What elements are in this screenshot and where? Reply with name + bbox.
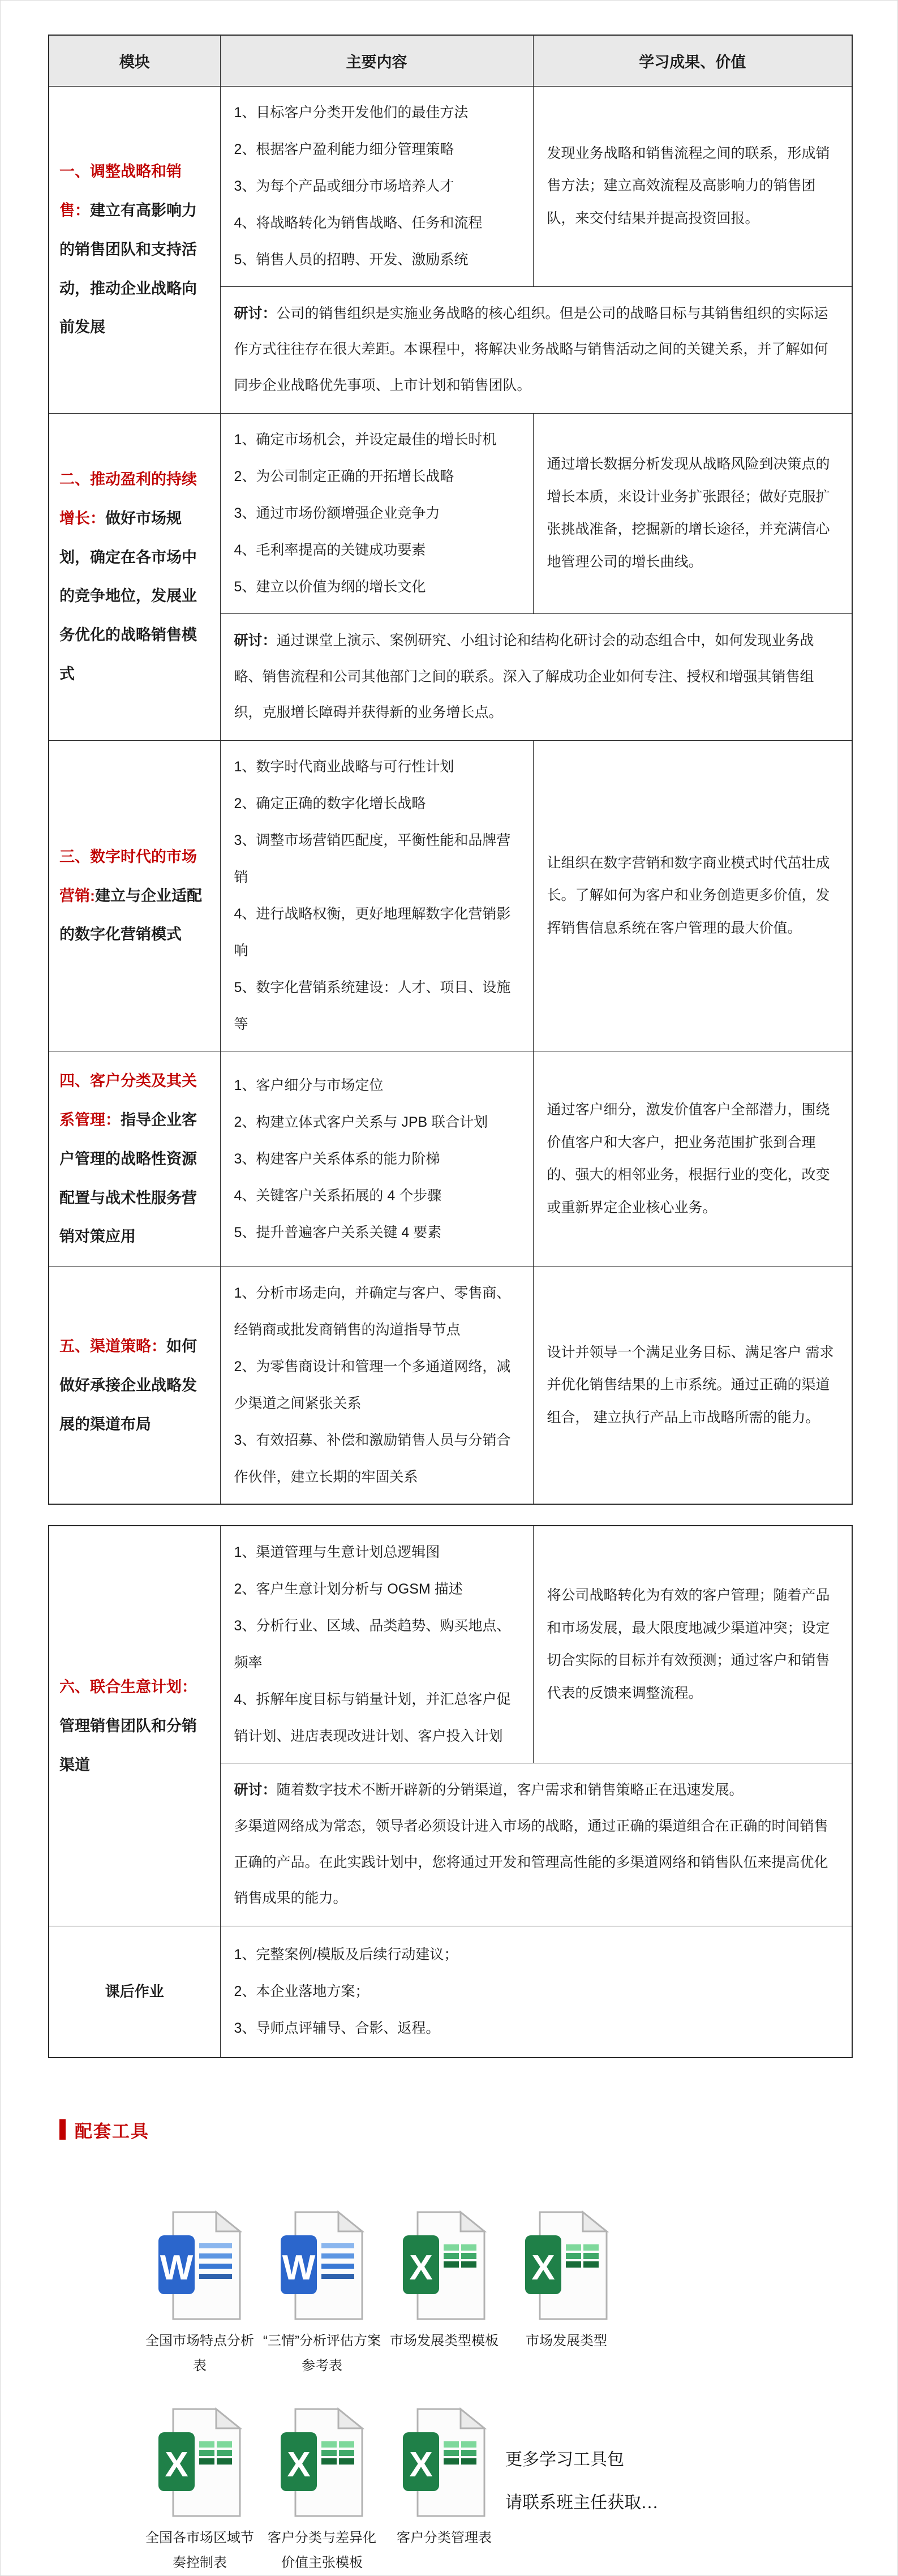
module-2-seminar-cell bbox=[220, 613, 852, 740]
content-item: 2、构建立体式客户关系与 JPB 联合计划 bbox=[234, 1114, 488, 1130]
module-3-content-cell bbox=[220, 741, 533, 1051]
module-1-outcome-cell: 发现业务战略和销售流程之间的联系，形成销售方法；建立高效流程及高影响力的销售团队，来交付结果并提高投资回报。 bbox=[533, 86, 852, 286]
word-file-icon bbox=[157, 2210, 242, 2321]
module-5-row bbox=[49, 1267, 852, 1505]
header-main-content: 主要内容 bbox=[220, 35, 533, 86]
module-4-title-cell bbox=[49, 1051, 220, 1267]
module-5-outcome-cell: 设计并领导一个满足业务目标、满足客户 需求并优化销售结果的上市系统。通过正确的渠道组合， 建立执行产品上市战略所需的能力。 bbox=[533, 1267, 852, 1505]
module-6-title-red: 六、联合生意计划： bbox=[59, 1678, 197, 1695]
content-item: 3、为每个产品或细分市场培养人才 bbox=[234, 178, 454, 194]
svg-text:W: W bbox=[282, 2248, 316, 2287]
excel-file-icon bbox=[157, 2407, 242, 2518]
tools-section-title bbox=[59, 2117, 897, 2143]
content-item: 5、提升普遍客户关系关键 4 要素 bbox=[234, 1224, 442, 1240]
module-2-content-cell bbox=[220, 413, 533, 613]
homework-item: 3、导师点评辅导、合影、返程。 bbox=[234, 2020, 440, 2036]
content-item: 5、建立以价值为纲的增长文化 bbox=[234, 578, 426, 595]
word-file-icon bbox=[280, 2210, 364, 2321]
file-label: 市场发展类型模板 bbox=[390, 2333, 499, 2349]
file-label: “三情”分析评估方案参考表 bbox=[263, 2333, 381, 2374]
module-1-row bbox=[49, 86, 852, 286]
excel-file-icon bbox=[402, 2407, 487, 2518]
file-label: 客户分类与差异化价值主张模板 bbox=[268, 2530, 376, 2570]
seminar-text: 公司的销售组织是实施业务战略的核心组织。但是公司的战略目标与其销售组织的实际运作方式往往存在很大差距。本课程中，将解决业务战略与销售活动之间的关键关系，并了解如何同步企业战略优先事项、上市计划和销售团队。 bbox=[234, 305, 828, 393]
content-item: 4、将战略转化为销售战略、任务和流程 bbox=[234, 214, 483, 231]
content-item: 3、分析行业、区域、品类趋势、购买地点、频率 bbox=[234, 1618, 511, 1671]
svg-text:X: X bbox=[409, 2248, 433, 2287]
file-excel[interactable] bbox=[139, 2407, 261, 2576]
module-6-outcome-cell: 将公司战略转化为有效的客户管理；随着产品和市场发展，最大限度地减少渠道冲突；设定切合实际的目标并有效预测；通过客户和销售代表的反馈来调整流程。 bbox=[533, 1526, 852, 1763]
module-2-row bbox=[49, 413, 852, 613]
module-1-title-red: 一、调整战略和销售： bbox=[59, 163, 182, 219]
tools-grid bbox=[139, 2210, 897, 2576]
content-item: 2、为公司制定正确的开拓增长战略 bbox=[234, 468, 454, 484]
table-header-row bbox=[49, 35, 852, 86]
seminar-label: 研讨： bbox=[234, 632, 277, 649]
module-2-title-red: 二、推动盈利的持续增长： bbox=[59, 470, 197, 527]
homework-item: 2、本企业落地方案； bbox=[234, 1983, 369, 1999]
content-item: 2、确定正确的数字化增长战略 bbox=[234, 796, 426, 812]
module-3-outcome-cell: 让组织在数字营销和数字商业模式时代茁壮成长。了解如何为客户和业务创造更多价值，发挥销售信息系统在客户管理的最大价值。 bbox=[533, 741, 852, 1051]
module-6-seminar-cell bbox=[220, 1763, 852, 1926]
file-label: 全国各市场区域节奏控制表 bbox=[145, 2530, 254, 2570]
module-5-title-cell bbox=[49, 1267, 220, 1505]
content-item: 1、确定市场机会，并设定最佳的增长时机 bbox=[234, 431, 497, 448]
svg-text:X: X bbox=[531, 2248, 555, 2287]
seminar-text: 通过课堂上演示、案例研究、小组讨论和结构化研讨会的动态组合中，如何发现业务战略、销售流程和公司其他部门之间的联系。深入了解成功企业如何专注、授权和增强其销售组织，克服增长障碍并获得新的业务增长点。 bbox=[234, 632, 814, 721]
content-item: 4、拆解年度目标与销量计划，并汇总客户促销计划、进店表现改进计划、客户投入计划 bbox=[234, 1691, 511, 1745]
module-3-title-red: 三、数字时代的市场营销: bbox=[59, 848, 197, 904]
excel-file-icon bbox=[280, 2407, 364, 2518]
content-item: 1、客户细分与市场定位 bbox=[234, 1077, 384, 1093]
module-6-content-cell bbox=[220, 1526, 533, 1763]
content-item: 1、分析市场走向，并确定与客户、零售商、经销商或批发商销售的沟道指导节点 bbox=[234, 1285, 511, 1338]
content-item: 5、销售人员的招聘、开发、激励系统 bbox=[234, 251, 469, 268]
file-word[interactable] bbox=[139, 2210, 261, 2379]
file-excel[interactable] bbox=[261, 2407, 383, 2576]
svg-text:X: X bbox=[409, 2445, 433, 2484]
red-bar-icon bbox=[59, 2119, 66, 2140]
tools-title-text: 配套工具 bbox=[75, 2121, 149, 2141]
module-1-title-cell bbox=[49, 86, 220, 413]
content-item: 3、通过市场份额增强企业竞争力 bbox=[234, 505, 440, 521]
module-1-seminar-cell bbox=[220, 286, 852, 413]
module-3-title-cell bbox=[49, 741, 220, 1051]
content-item: 2、为零售商设计和管理一个多通道网络，减少渠道之间紧张关系 bbox=[234, 1359, 511, 1412]
module-5-title-red: 五、渠道策略： bbox=[59, 1337, 166, 1355]
header-learning-outcome: 学习成果、价值 bbox=[533, 35, 852, 86]
seminar-label: 研讨： bbox=[234, 1782, 277, 1798]
header-module: 模块 bbox=[49, 35, 220, 86]
svg-text:W: W bbox=[160, 2248, 194, 2287]
curriculum-table-1 bbox=[48, 35, 853, 1505]
file-label: 客户分类管理表 bbox=[397, 2530, 492, 2545]
svg-text:X: X bbox=[287, 2445, 311, 2484]
curriculum-table-2 bbox=[48, 1525, 853, 2058]
file-label: 全国市场特点分析表 bbox=[145, 2333, 254, 2374]
file-label: 市场发展类型 bbox=[526, 2333, 607, 2349]
content-item: 2、客户生意计划分析与 OGSM 描述 bbox=[234, 1581, 463, 1598]
module-6-title-cell bbox=[49, 1526, 220, 1926]
file-excel[interactable] bbox=[505, 2210, 628, 2379]
more-tools-note bbox=[505, 2407, 658, 2576]
file-icon bbox=[524, 2210, 609, 2321]
file-icon bbox=[402, 2407, 487, 2518]
module-3-title-black: 建立与企业适配的数字化营销模式 bbox=[59, 887, 202, 943]
homework-content-cell bbox=[220, 1926, 852, 2058]
content-item: 3、构建客户关系体系的能力阶梯 bbox=[234, 1150, 440, 1167]
file-icon bbox=[402, 2210, 487, 2321]
module-2-title-cell bbox=[49, 413, 220, 740]
content-item: 1、数字时代商业战略与可行性计划 bbox=[234, 759, 454, 775]
file-icon bbox=[157, 2210, 242, 2321]
file-excel[interactable] bbox=[383, 2210, 505, 2379]
module-3-row bbox=[49, 741, 852, 1051]
module-5-title-black: 如何做好承接企业战略发展的渠道布局 bbox=[59, 1337, 197, 1433]
module-4-outcome-cell: 通过客户细分，激发价值客户全部潜力，围绕价值客户和大客户，把业务范围扩张到合理的、强大的相邻业务，根据行业的变化，改变或重新界定企业核心业务。 bbox=[533, 1051, 852, 1267]
module-6-row bbox=[49, 1526, 852, 1763]
module-1-content-cell bbox=[220, 86, 533, 286]
file-icon bbox=[280, 2210, 364, 2321]
content-item: 4、进行战略权衡，更好地理解数字化营销影响 bbox=[234, 906, 511, 959]
file-word[interactable] bbox=[261, 2210, 383, 2379]
seminar-label: 研讨： bbox=[234, 305, 277, 321]
module-4-title-black: 指导企业客户管理的战略性资源配置与战术性服务营销对策应用 bbox=[59, 1111, 197, 1246]
seminar-text: 随着数字技术不断开辟新的分销渠道，客户需求和销售策略正在迅速发展。 bbox=[276, 1782, 744, 1798]
more-tools-line: 更多学习工具包 bbox=[505, 2450, 624, 2469]
content-item: 2、根据客户盈利能力细分管理策略 bbox=[234, 141, 454, 157]
seminar-paragraph: 多渠道网络成为常态，领导者必须设计进入市场的战略，通过正确的渠道组合在正确的时间销售正确的产品。在此实践计划中，您将通过开发和管理高性能的多渠道网络和销售队伍来提高优化销售成果的能力。 bbox=[234, 1818, 828, 1907]
module-1-title-black: 建立有高影响力的销售团队和支持活动，推动企业战略向前发展 bbox=[59, 201, 197, 336]
content-item: 4、毛利率提高的关键成功要素 bbox=[234, 542, 426, 558]
svg-text:X: X bbox=[165, 2445, 188, 2484]
file-excel[interactable] bbox=[383, 2407, 505, 2576]
module-4-title-red: 四、客户分类及其关系管理： bbox=[59, 1072, 197, 1128]
module-2-title-black: 做好市场规划，确定在各市场中的竞争地位，发展业务优化的战略销售模式 bbox=[59, 509, 197, 683]
module-4-row bbox=[49, 1051, 852, 1267]
content-item: 5、数字化营销系统建设：人才、项目、设施等 bbox=[234, 980, 511, 1032]
content-item: 3、有效招募、补偿和激励销售人员与分销合作伙伴，建立长期的牢固关系 bbox=[234, 1432, 511, 1486]
content-item: 1、渠道管理与生意计划总逻辑图 bbox=[234, 1544, 440, 1561]
module-6-title-black: 管理销售团队和分销渠道 bbox=[59, 1717, 197, 1774]
tools-section bbox=[59, 2117, 897, 2576]
module-5-content-cell bbox=[220, 1267, 533, 1505]
file-icon bbox=[280, 2407, 364, 2518]
excel-file-icon bbox=[524, 2210, 609, 2321]
more-tools-line: 请联系班主任获取… bbox=[505, 2493, 658, 2512]
content-item: 1、目标客户分类开发他们的最佳方法 bbox=[234, 104, 469, 121]
excel-file-icon bbox=[402, 2210, 487, 2321]
content-item: 4、关键客户关系拓展的 4 个步骤 bbox=[234, 1187, 442, 1204]
seminar-paragraph bbox=[234, 1772, 839, 1809]
homework-row bbox=[49, 1926, 852, 2058]
module-2-outcome-cell: 通过增长数据分析发现从战略风险到决策点的增长本质，来设计业务扩张跟径；做好克服扩张挑战准备，挖掘新的增长途径，并充满信心地管理公司的增长曲线。 bbox=[533, 413, 852, 613]
module-4-content-cell bbox=[220, 1051, 533, 1267]
homework-label-cell: 课后作业 bbox=[49, 1926, 220, 2058]
content-item: 3、调整市场营销匹配度，平衡性能和品牌营销 bbox=[234, 832, 511, 885]
file-icon bbox=[157, 2407, 242, 2518]
homework-item: 1、完整案例/模版及后续行动建议； bbox=[234, 1946, 458, 1963]
